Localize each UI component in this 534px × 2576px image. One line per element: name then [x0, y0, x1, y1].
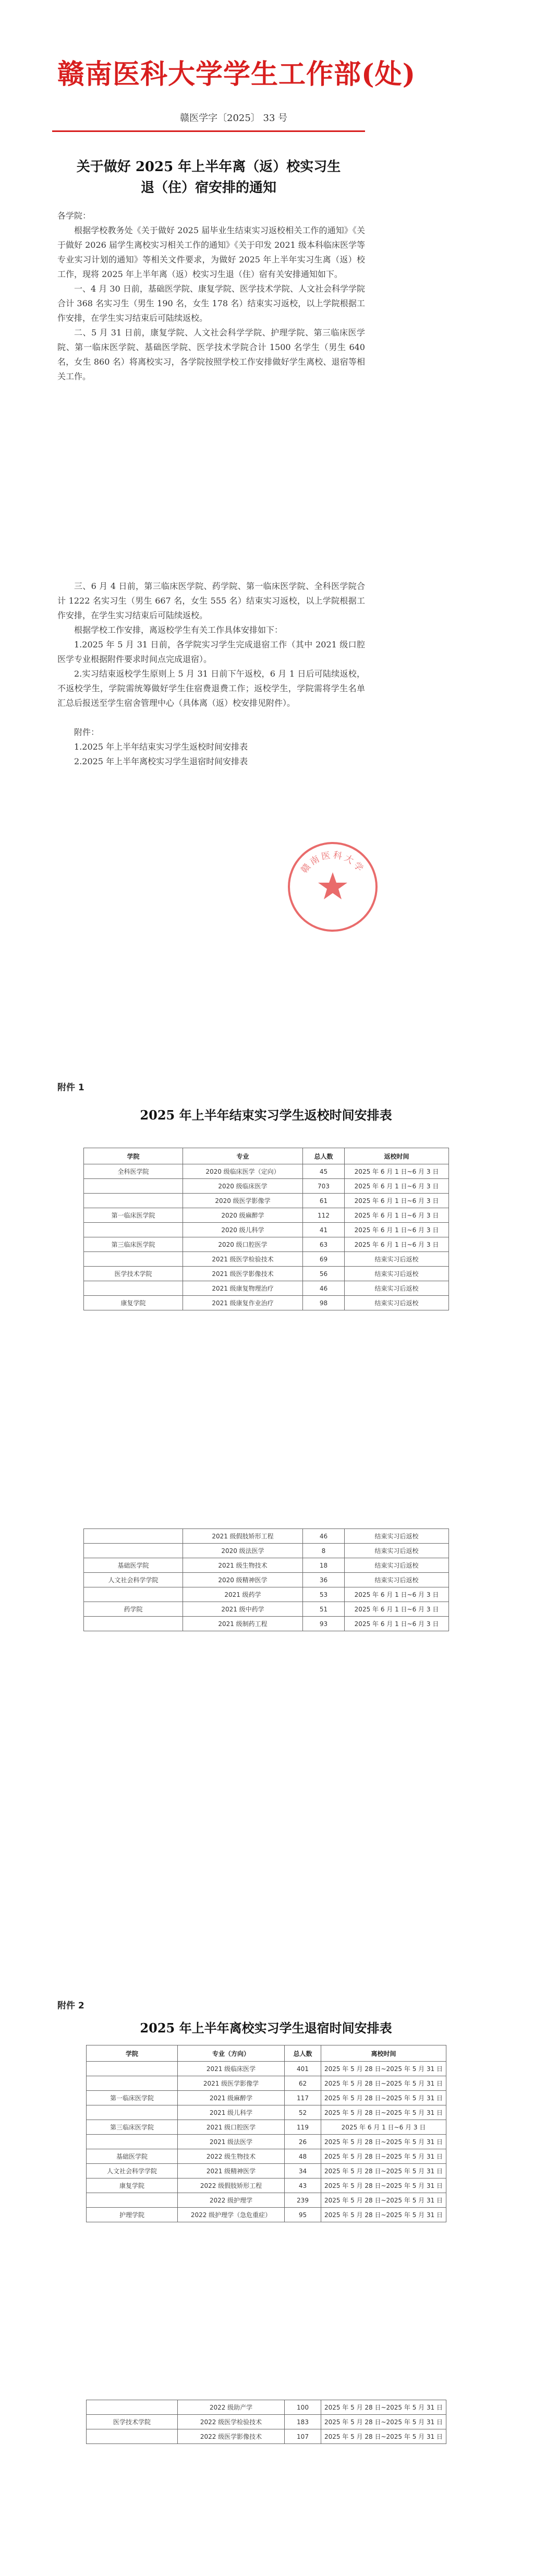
cell-time: 2025 年 6 月 1 日~6 月 3 日	[321, 2120, 446, 2135]
cell-total: 62	[285, 2076, 321, 2091]
cell-college	[87, 2429, 178, 2444]
cell-college	[84, 1252, 183, 1267]
cell-time: 2025 年 6 月 1 日~6 月 3 日	[345, 1208, 449, 1223]
cell-time: 2025 年 6 月 1 日~6 月 3 日	[345, 1237, 449, 1252]
annex-1-row	[84, 1587, 449, 1602]
annex-1-row	[84, 1267, 449, 1281]
cell-total: 56	[303, 1267, 345, 1281]
paragraph-item-2: 二、5 月 31 日前，康复学院、人文社会科学学院、护理学院、第三临床医学院、第一临床医学院、基础医学院、医学技术学院合计 1500 名学生（男生 640 名，女生 860 名）将离校实习，各学院按照学校工作安排做好学生离校、退宿等相关工作。	[57, 328, 365, 381]
cell-major: 2021 级儿科学	[178, 2105, 285, 2120]
cell-major: 2021 级医学影像学	[178, 2076, 285, 2091]
cell-total: 107	[285, 2429, 321, 2444]
cell-total: 703	[303, 1179, 345, 1194]
cell-major: 2021 级精神医学	[178, 2164, 285, 2178]
annex-2-row	[87, 2076, 446, 2091]
annex-2-row	[87, 2062, 446, 2076]
annex-2-title: 2025 年上半年离校实习学生退宿时间安排表	[140, 2020, 392, 2036]
cell-major: 2021 级康复作业治疗	[183, 1296, 303, 1310]
annex-1-row	[84, 1617, 449, 1631]
cell-college	[87, 2076, 178, 2091]
annex-1-header-row	[84, 1148, 449, 1164]
cell-college: 基础医学院	[84, 1558, 183, 1573]
column-header-college: 学院	[84, 1148, 183, 1164]
cell-total: 117	[285, 2091, 321, 2105]
annex-1-row	[84, 1544, 449, 1558]
notice-body-part-2	[57, 579, 365, 769]
annex-2-row	[87, 2149, 446, 2164]
cell-major: 2021 级制药工程	[183, 1617, 303, 1631]
annex-1-row	[84, 1573, 449, 1587]
annex-1-row	[84, 1281, 449, 1296]
cell-major: 2021 级医学影像技术	[183, 1267, 303, 1281]
cell-time: 2025 年 6 月 1 日~6 月 3 日	[345, 1587, 449, 1602]
cell-total: 69	[303, 1252, 345, 1267]
cell-total: 53	[303, 1587, 345, 1602]
cell-college: 药学院	[84, 1602, 183, 1617]
cell-time: 2025 年 5 月 28 日~2025 年 5 月 31 日	[321, 2062, 446, 2076]
cell-college: 康复学院	[87, 2178, 178, 2193]
cell-college: 全科医学院	[84, 1164, 183, 1179]
paragraph-arrangement-2: 2.实习结束返校学生原则上 5 月 31 日前下午返校，6 月 1 日后可陆续返校，不返校学生，学院需统筹做好学生住宿费退费工作；返校学生，学院需将学生名单汇总后报送至学生宿舍管理中心（具体离（返）校安排见附件）。	[57, 669, 365, 708]
cell-college	[84, 1179, 183, 1194]
cell-total: 93	[303, 1617, 345, 1631]
cell-major: 2022 级医学检验技术	[178, 2415, 285, 2429]
cell-total: 26	[285, 2135, 321, 2149]
annex-2-row	[87, 2091, 446, 2105]
annex-2-header-row	[87, 2045, 446, 2062]
paragraph-item-3: 三、6 月 4 日前，第三临床医学院、药学院、第一临床医学院、全科医学院合计 1222 名实习生（男生 667 名，女生 555 名）结束实习返校，以上学院根据工作安排，在学生实习结束后可陆续返校。	[57, 581, 365, 620]
paragraph-item-1: 一、4 月 30 日前，基础医学院、康复学院、医学技术学院、人文社会科学学院合计 368 名实习生（男生 190 名，女生 178 名）结束实习返校，以上学院根据工作安排，在学生实习结束后可陆续返校。	[57, 284, 365, 323]
annex-1-label: 附件 1	[57, 1082, 84, 1093]
cell-college	[87, 2135, 178, 2149]
column-header-return-time: 返校时间	[345, 1148, 449, 1164]
cell-time: 结束实习后返校	[345, 1544, 449, 1558]
cell-total: 183	[285, 2415, 321, 2429]
annex-2-row	[87, 2105, 446, 2120]
cell-major: 2021 级麻醉学	[178, 2091, 285, 2105]
cell-total: 45	[303, 1164, 345, 1179]
cell-college: 第一临床医学院	[84, 1208, 183, 1223]
cell-college: 人文社会科学学院	[87, 2164, 178, 2178]
cell-college: 康复学院	[84, 1296, 183, 1310]
annex-1-row	[84, 1164, 449, 1179]
notice-title	[57, 157, 360, 198]
cell-major: 2022 级医学影像技术	[178, 2429, 285, 2444]
cell-time: 结束实习后返校	[345, 1296, 449, 1310]
annex-2-row	[87, 2400, 446, 2415]
annex-2-row	[87, 2164, 446, 2178]
cell-major: 2021 级康复物理治疗	[183, 1281, 303, 1296]
cell-time: 2025 年 5 月 28 日~2025 年 5 月 31 日	[321, 2149, 446, 2164]
column-header-leave-time: 离校时间	[321, 2045, 446, 2062]
cell-total: 112	[303, 1208, 345, 1223]
annex-2-row	[87, 2415, 446, 2429]
cell-major: 2020 级法医学	[183, 1544, 303, 1558]
cell-major: 2020 级麻醉学	[183, 1208, 303, 1223]
attachments-label: 附件：	[74, 727, 100, 737]
annex-1-table-part-2	[83, 1528, 449, 1631]
annex-2-row	[87, 2208, 446, 2222]
cell-total: 119	[285, 2120, 321, 2135]
cell-major: 2021 级生物技术	[183, 1558, 303, 1573]
column-header-college: 学院	[87, 2045, 178, 2062]
cell-time: 2025 年 5 月 28 日~2025 年 5 月 31 日	[321, 2076, 446, 2091]
cell-time: 2025 年 6 月 1 日~6 月 3 日	[345, 1194, 449, 1208]
cell-major: 2022 级护理学（急危重症）	[178, 2208, 285, 2222]
annex-2-label: 附件 2	[57, 2001, 84, 2011]
cell-time: 结束实习后返校	[345, 1529, 449, 1544]
paragraph-intro: 根据学校教务处《关于做好 2025 届毕业生结束实习返校相关工作的通知》《关于做好 2026 届学生离校实习相关工作的通知》《关于印发 2021 级本科临床医学等专业实习计划的通知》等相关文件要求，为做好 2025 年上半年实习生离（返）校工作，现将 2025 年上半年离（返）校实习生退（住）宿有关安排通知如下。	[57, 225, 365, 279]
document-header-org-name: 赣南医科大学学生工作部(处)	[57, 58, 416, 90]
cell-major: 2020 级临床医学（定向）	[183, 1164, 303, 1179]
cell-total: 95	[285, 2208, 321, 2222]
paragraph-arrangement-1: 1.2025 年 5 月 31 日前，各学院实习学生完成退宿工作（其中 2021 级口腔医学专业根据附件要求时间点完成退宿）。	[57, 640, 365, 664]
cell-total: 8	[303, 1544, 345, 1558]
cell-time: 结束实习后返校	[345, 1281, 449, 1296]
annex-1-title: 2025 年上半年结束实习学生返校时间安排表	[140, 1108, 392, 1123]
cell-total: 52	[285, 2105, 321, 2120]
cell-total: 36	[303, 1573, 345, 1587]
cell-major: 2022 级生物技术	[178, 2149, 285, 2164]
cell-total: 41	[303, 1223, 345, 1237]
cell-total: 46	[303, 1281, 345, 1296]
cell-college	[84, 1281, 183, 1296]
cell-college: 第三临床医学院	[84, 1237, 183, 1252]
cell-college: 人文社会科学学院	[84, 1573, 183, 1587]
seal-text: 赣南医科大学	[299, 850, 367, 875]
cell-college	[84, 1544, 183, 1558]
annex-2-table-part-1	[86, 2045, 446, 2222]
cell-college	[87, 2400, 178, 2415]
cell-time: 2025 年 5 月 28 日~2025 年 5 月 31 日	[321, 2208, 446, 2222]
red-header-rule	[52, 130, 365, 132]
cell-college	[84, 1617, 183, 1631]
cell-college: 医学技术学院	[84, 1267, 183, 1281]
cell-time: 2025 年 5 月 28 日~2025 年 5 月 31 日	[321, 2178, 446, 2193]
annex-2-row	[87, 2193, 446, 2208]
annex-2-row	[87, 2120, 446, 2135]
cell-total: 401	[285, 2062, 321, 2076]
cell-major: 2020 级口腔医学	[183, 1237, 303, 1252]
annex-1-row	[84, 1558, 449, 1573]
annex-1-row	[84, 1223, 449, 1237]
annex-2-row	[87, 2135, 446, 2149]
cell-time: 2025 年 6 月 1 日~6 月 3 日	[345, 1602, 449, 1617]
annex-1-table-part-1	[83, 1148, 449, 1310]
cell-total: 63	[303, 1237, 345, 1252]
cell-time: 2025 年 5 月 28 日~2025 年 5 月 31 日	[321, 2105, 446, 2120]
column-header-total: 总人数	[285, 2045, 321, 2062]
cell-time: 结束实习后返校	[345, 1573, 449, 1587]
cell-college: 第三临床医学院	[87, 2120, 178, 2135]
cell-college	[87, 2062, 178, 2076]
cell-total: 239	[285, 2193, 321, 2208]
notice-body-part-1	[57, 209, 365, 384]
cell-major: 2020 级精神医学	[183, 1573, 303, 1587]
cell-college: 护理学院	[87, 2208, 178, 2222]
cell-major: 2020 级儿科学	[183, 1223, 303, 1237]
cell-college: 医学技术学院	[87, 2415, 178, 2429]
cell-major: 2021 级中药学	[183, 1602, 303, 1617]
cell-time: 结束实习后返校	[345, 1252, 449, 1267]
annex-1-row	[84, 1179, 449, 1194]
attachment-item-1: 1.2025 年上半年结束实习学生返校时间安排表	[74, 742, 248, 752]
annex-1-row	[84, 1194, 449, 1208]
cell-time: 2025 年 5 月 28 日~2025 年 5 月 31 日	[321, 2415, 446, 2429]
annex-1-row	[84, 1237, 449, 1252]
attachment-item-2: 2.2025 年上半年离校实习学生退宿时间安排表	[74, 756, 248, 766]
cell-total: 18	[303, 1558, 345, 1573]
cell-major: 2021 级药学	[183, 1587, 303, 1602]
cell-time: 2025 年 5 月 28 日~2025 年 5 月 31 日	[321, 2193, 446, 2208]
annex-1-row	[84, 1529, 449, 1544]
cell-college	[84, 1194, 183, 1208]
annex-2-row	[87, 2429, 446, 2444]
cell-major: 2021 级医学检验技术	[183, 1252, 303, 1267]
cell-time: 2025 年 6 月 1 日~6 月 3 日	[345, 1164, 449, 1179]
annex-1-row	[84, 1296, 449, 1310]
annex-1-row	[84, 1208, 449, 1223]
column-header-major: 专业	[183, 1148, 303, 1164]
cell-major: 2022 级假肢矫形工程	[178, 2178, 285, 2193]
cell-major: 2021 级法医学	[178, 2135, 285, 2149]
notice-title-line-1: 关于做好 2025 年上半年离（返）校实习生	[76, 159, 341, 175]
cell-time: 2025 年 5 月 28 日~2025 年 5 月 31 日	[321, 2429, 446, 2444]
annex-1-row	[84, 1252, 449, 1267]
cell-total: 98	[303, 1296, 345, 1310]
annex-2-row	[87, 2178, 446, 2193]
cell-time: 2025 年 5 月 28 日~2025 年 5 月 31 日	[321, 2400, 446, 2415]
notice-title-line-2: 退（住）宿安排的通知	[140, 180, 276, 196]
cell-time: 2025 年 5 月 28 日~2025 年 5 月 31 日	[321, 2091, 446, 2105]
cell-time: 结束实习后返校	[345, 1267, 449, 1281]
cell-major: 2020 级医学影像学	[183, 1194, 303, 1208]
cell-time: 2025 年 5 月 28 日~2025 年 5 月 31 日	[321, 2135, 446, 2149]
annex-1-row	[84, 1602, 449, 1617]
cell-total: 48	[285, 2149, 321, 2164]
cell-time: 2025 年 6 月 1 日~6 月 3 日	[345, 1617, 449, 1631]
cell-college	[84, 1529, 183, 1544]
cell-time: 2025 年 6 月 1 日~6 月 3 日	[345, 1179, 449, 1194]
column-header-total: 总人数	[303, 1148, 345, 1164]
svg-text:赣南医科大学	[299, 850, 367, 875]
cell-college	[87, 2105, 178, 2120]
cell-college	[84, 1223, 183, 1237]
cell-major: 2022 级助产学	[178, 2400, 285, 2415]
cell-college	[87, 2193, 178, 2208]
document-number: 赣医学字〔2025〕 33 号	[180, 113, 288, 124]
annex-2-table-part-2	[86, 2400, 446, 2444]
column-header-major-direction: 专业（方向）	[178, 2045, 285, 2062]
cell-time: 2025 年 6 月 1 日~6 月 3 日	[345, 1223, 449, 1237]
salutation: 各学院：	[57, 211, 91, 221]
cell-major: 2021 级假肢矫形工程	[183, 1529, 303, 1544]
cell-time: 结束实习后返校	[345, 1558, 449, 1573]
cell-major: 2020 级临床医学	[183, 1179, 303, 1194]
cell-college: 第一临床医学院	[87, 2091, 178, 2105]
cell-college	[84, 1587, 183, 1602]
cell-total: 34	[285, 2164, 321, 2178]
cell-major: 2021 级口腔医学	[178, 2120, 285, 2135]
cell-total: 43	[285, 2178, 321, 2193]
cell-total: 46	[303, 1529, 345, 1544]
cell-major: 2021 级临床医学	[178, 2062, 285, 2076]
official-seal	[286, 840, 380, 934]
paragraph-arrangement: 根据学校工作安排，离返校学生有关工作具体安排如下：	[74, 625, 283, 635]
cell-time: 2025 年 5 月 28 日~2025 年 5 月 31 日	[321, 2164, 446, 2178]
cell-total: 61	[303, 1194, 345, 1208]
cell-major: 2022 级护理学	[178, 2193, 285, 2208]
cell-college: 基础医学院	[87, 2149, 178, 2164]
cell-total: 100	[285, 2400, 321, 2415]
cell-total: 51	[303, 1602, 345, 1617]
